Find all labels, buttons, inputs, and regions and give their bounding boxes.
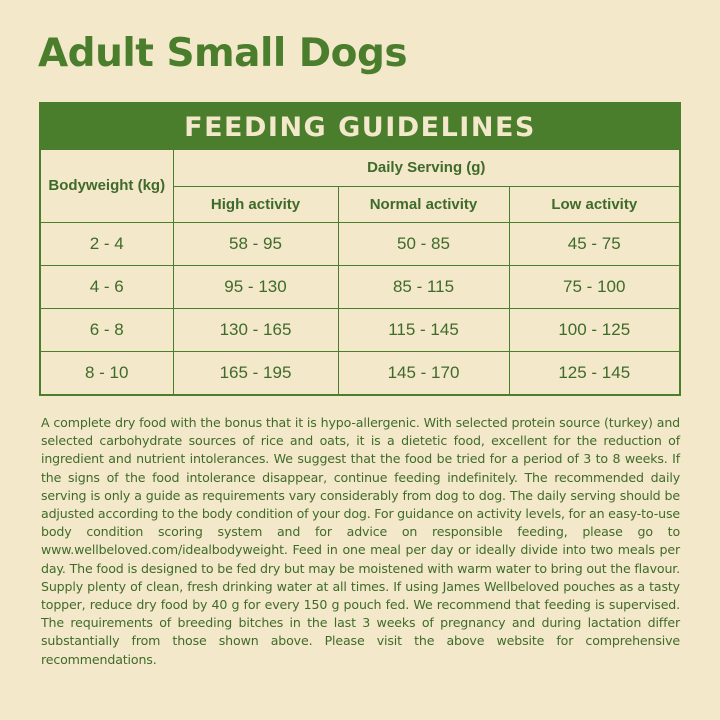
page-title: Adult Small Dogs xyxy=(38,31,408,76)
normal-activity-cell: 50 - 85 xyxy=(338,222,509,265)
normal-activity-header: Normal activity xyxy=(338,186,509,222)
table-row xyxy=(41,308,679,351)
high-activity-cell: 95 - 130 xyxy=(173,265,338,308)
product-description: A complete dry food with the bonus that it is hypo-allergenic. With selected protein source (turkey) and selected carbohydrate sources of rice and oats, it is a dietetic food, excellent for the reduction of ingredient and nutrient intolerances. We suggest that the food be tried for a period of 3 to 8 weeks. If the signs of the food intolerance disappear, continue feeding indefinitely. The recommended daily serving is only a guide as requirements vary considerably from dog to dog. The daily serving should be adjusted according to the body condition of your dog. For guidance on activity levels, for an easy-to-use body condition scoring system and for advice on responsible feeding, please go to www.wellbeloved.com/idealbodyweight. Feed in one meal per day or ideally divide into two meals per day. The food is designed to be fed dry but may be moistened with warm water to bring out the flavour. Supply plenty of clean, fresh drinking water at all times. If using James Wellbeloved pouches as a tasty topper, reduce dry food by 40 g for every 150 g pouch fed. We recommend that feeding is supervised. The requirements of breeding bitches in the last 3 weeks of pregnancy and during lactation differ substantially from those shown above. Please visit the above website for comprehensive recommendations. xyxy=(41,415,680,667)
daily-serving-header: Daily Serving (g) xyxy=(173,150,679,186)
low-activity-header: Low activity xyxy=(509,186,679,222)
high-activity-header: High activity xyxy=(173,186,338,222)
high-activity-cell: 165 - 195 xyxy=(173,351,338,394)
high-activity-cell: 130 - 165 xyxy=(173,308,338,351)
bodyweight-cell: 6 - 8 xyxy=(41,308,173,351)
low-activity-cell: 125 - 145 xyxy=(509,351,679,394)
table-banner: FEEDING GUIDELINES xyxy=(41,104,679,150)
low-activity-cell: 75 - 100 xyxy=(509,265,679,308)
feeding-table xyxy=(41,150,679,394)
table-row xyxy=(41,265,679,308)
bodyweight-cell: 2 - 4 xyxy=(41,222,173,265)
low-activity-cell: 100 - 125 xyxy=(509,308,679,351)
table-row xyxy=(41,351,679,394)
bodyweight-header: Bodyweight (kg) xyxy=(41,150,173,222)
feeding-guidelines-table xyxy=(39,102,681,396)
normal-activity-cell: 85 - 115 xyxy=(338,265,509,308)
bodyweight-cell: 8 - 10 xyxy=(41,351,173,394)
normal-activity-cell: 115 - 145 xyxy=(338,308,509,351)
bodyweight-cell: 4 - 6 xyxy=(41,265,173,308)
high-activity-cell: 58 - 95 xyxy=(173,222,338,265)
header-row xyxy=(41,150,679,186)
normal-activity-cell: 145 - 170 xyxy=(338,351,509,394)
low-activity-cell: 45 - 75 xyxy=(509,222,679,265)
table-row xyxy=(41,222,679,265)
